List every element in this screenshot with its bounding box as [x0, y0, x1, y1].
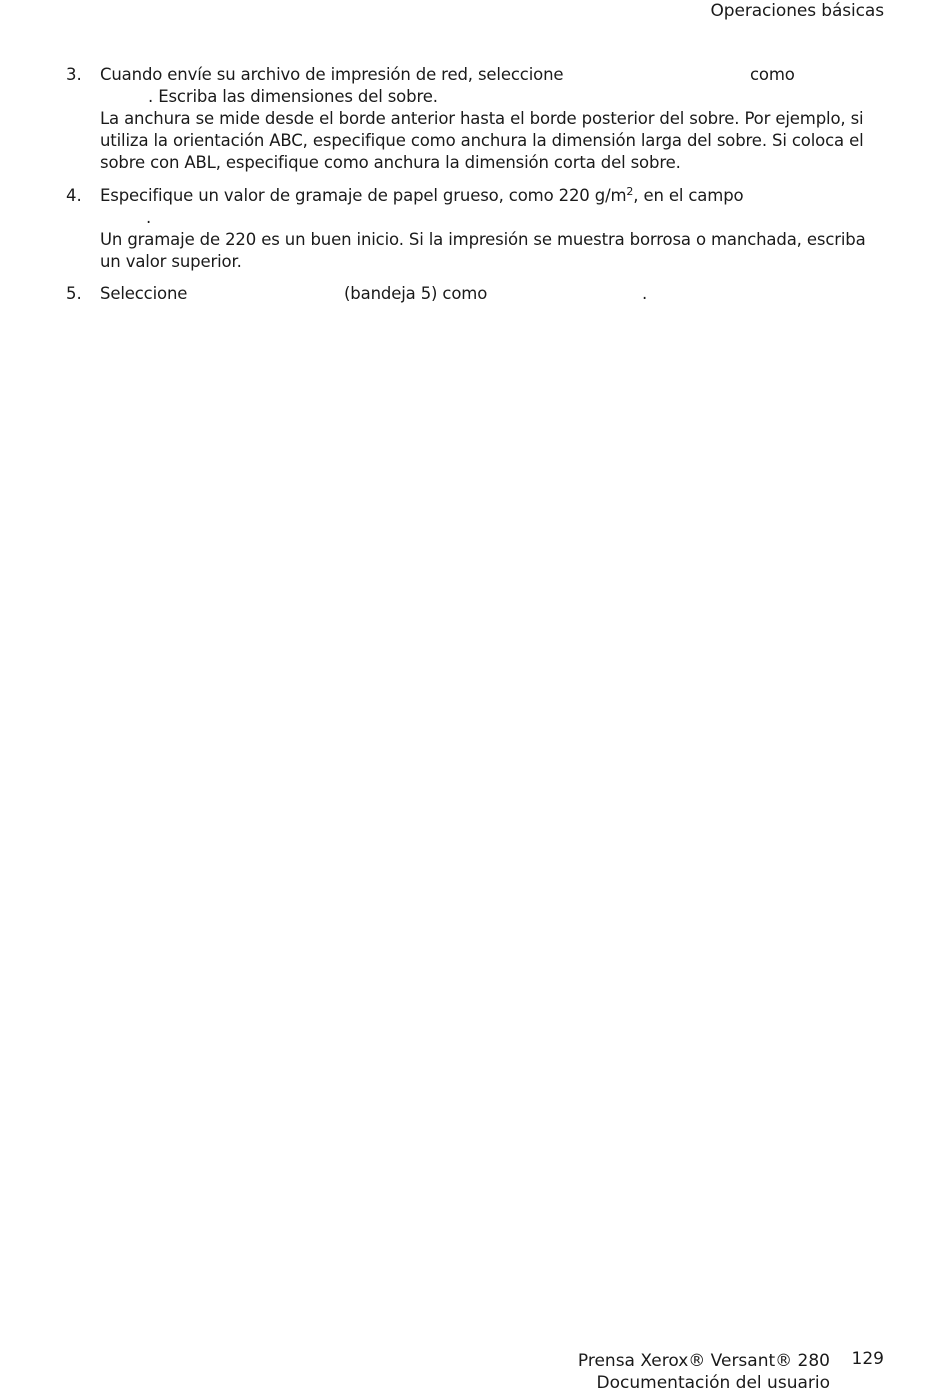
step-number: 4. [66, 186, 82, 205]
step-number: 5. [66, 284, 82, 303]
footer-document-type: Documentación del usuario [596, 1373, 830, 1393]
step-note: Un gramaje de 220 es un buen inicio. Si la impresión se muestra borrosa o manchada, escriba [100, 230, 866, 249]
step-text: Seleccione [100, 284, 188, 303]
step-text [100, 185, 743, 207]
step-text: (bandeja 5) como [344, 284, 488, 303]
step-text: . [642, 284, 648, 303]
step-text: como [750, 65, 795, 84]
running-header: Operaciones básicas [710, 1, 884, 21]
step-text: . [146, 208, 152, 227]
step-note: sobre con ABL, especifique como anchura la dimensión corta del sobre. [100, 153, 681, 172]
step-text: . Escriba las dimensiones del sobre. [148, 87, 438, 106]
step-note: utiliza la orientación ABC, especifique como anchura la dimensión larga del sobre. Si coloca el [100, 131, 864, 150]
footer-product-name: Prensa Xerox® Versant® 280 [577, 1351, 830, 1371]
superscript: 2 [626, 185, 634, 198]
step-number: 3. [66, 65, 82, 84]
page-number: 129 [851, 1349, 884, 1369]
step-note: La anchura se mide desde el borde anterior hasta el borde posterior del sobre. Por ejemplo, si [100, 109, 864, 128]
step-text-part: , en el campo [633, 186, 744, 205]
step-text: Cuando envíe su archivo de impresión de red, seleccione [100, 65, 564, 84]
step-note: un valor superior. [100, 252, 242, 271]
step-text-part: Especifique un valor de gramaje de papel grueso, como 220 g/m [100, 186, 627, 205]
